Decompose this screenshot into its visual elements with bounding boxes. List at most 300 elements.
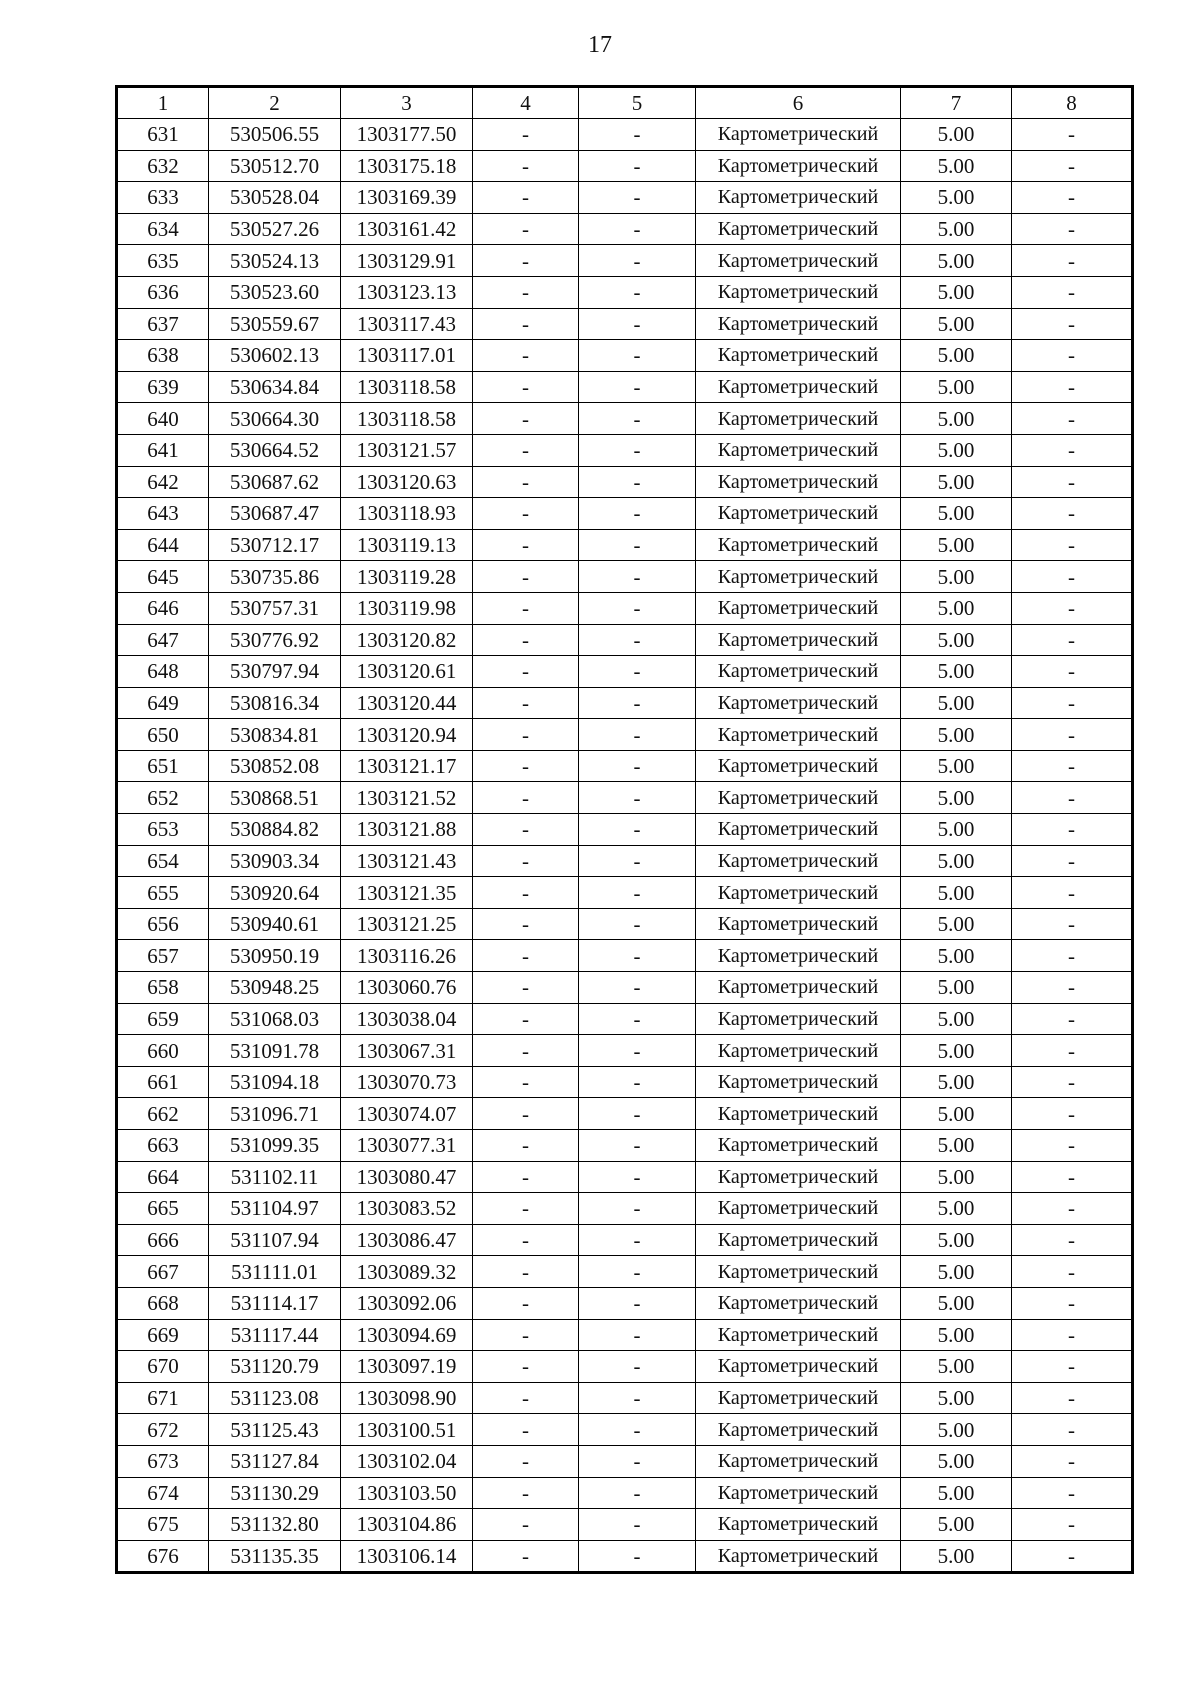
y-coordinate-cell: 1303121.35 [341, 877, 473, 909]
col8-cell: - [1012, 466, 1133, 498]
table-row [117, 498, 1133, 530]
point-number-cell: 643 [117, 498, 209, 530]
col4-cell: - [473, 1256, 579, 1288]
table-row [117, 1414, 1133, 1446]
col4-cell: - [473, 561, 579, 593]
col8-cell: - [1012, 1414, 1133, 1446]
method-cell: Картометрический [696, 119, 901, 151]
x-coordinate-cell: 531096.71 [209, 1098, 341, 1130]
col8-cell: - [1012, 434, 1133, 466]
point-number-cell: 648 [117, 656, 209, 688]
col5-cell: - [579, 782, 696, 814]
accuracy-cell: 5.00 [901, 1287, 1012, 1319]
col5-cell: - [579, 119, 696, 151]
y-coordinate-cell: 1303098.90 [341, 1382, 473, 1414]
col5-cell: - [579, 561, 696, 593]
y-coordinate-cell: 1303161.42 [341, 213, 473, 245]
y-coordinate-cell: 1303120.44 [341, 687, 473, 719]
col4-cell: - [473, 340, 579, 372]
point-number-cell: 645 [117, 561, 209, 593]
col5-cell: - [579, 1540, 696, 1573]
method-cell: Картометрический [696, 719, 901, 751]
point-number-cell: 664 [117, 1161, 209, 1193]
accuracy-cell: 5.00 [901, 1445, 1012, 1477]
table-row [117, 1477, 1133, 1509]
col4-cell: - [473, 466, 579, 498]
y-coordinate-cell: 1303121.43 [341, 845, 473, 877]
table-row [117, 1098, 1133, 1130]
y-coordinate-cell: 1303083.52 [341, 1193, 473, 1225]
col5-cell: - [579, 719, 696, 751]
col4-cell: - [473, 1003, 579, 1035]
x-coordinate-cell: 531111.01 [209, 1256, 341, 1288]
col4-cell: - [473, 371, 579, 403]
x-coordinate-cell: 531099.35 [209, 1130, 341, 1162]
col4-cell: - [473, 403, 579, 435]
y-coordinate-cell: 1303118.58 [341, 403, 473, 435]
method-cell: Картометрический [696, 1066, 901, 1098]
point-number-cell: 660 [117, 1035, 209, 1067]
col8-cell: - [1012, 592, 1133, 624]
col4-cell: - [473, 1098, 579, 1130]
point-number-cell: 672 [117, 1414, 209, 1446]
y-coordinate-cell: 1303169.39 [341, 182, 473, 214]
x-coordinate-cell: 531104.97 [209, 1193, 341, 1225]
y-coordinate-cell: 1303104.86 [341, 1509, 473, 1541]
col8-cell: - [1012, 1035, 1133, 1067]
y-coordinate-cell: 1303117.43 [341, 308, 473, 340]
point-number-cell: 656 [117, 908, 209, 940]
col5-cell: - [579, 1256, 696, 1288]
method-cell: Картометрический [696, 972, 901, 1004]
accuracy-cell: 5.00 [901, 1130, 1012, 1162]
x-coordinate-cell: 531120.79 [209, 1351, 341, 1383]
col8-cell: - [1012, 1477, 1133, 1509]
y-coordinate-cell: 1303106.14 [341, 1540, 473, 1573]
method-cell: Картометрический [696, 1351, 901, 1383]
col8-cell: - [1012, 940, 1133, 972]
col4-cell: - [473, 1509, 579, 1541]
method-cell: Картометрический [696, 845, 901, 877]
table-row [117, 814, 1133, 846]
col8-cell: - [1012, 1540, 1133, 1573]
col5-cell: - [579, 1382, 696, 1414]
col5-cell: - [579, 1414, 696, 1446]
x-coordinate-cell: 531107.94 [209, 1224, 341, 1256]
coordinates-table [115, 85, 1134, 1574]
table-row [117, 1319, 1133, 1351]
table-row [117, 656, 1133, 688]
point-number-cell: 667 [117, 1256, 209, 1288]
table-row [117, 1130, 1133, 1162]
col4-cell: - [473, 687, 579, 719]
y-coordinate-cell: 1303121.52 [341, 782, 473, 814]
method-cell: Картометрический [696, 1193, 901, 1225]
col8-cell: - [1012, 1351, 1133, 1383]
method-cell: Картометрический [696, 1130, 901, 1162]
y-coordinate-cell: 1303086.47 [341, 1224, 473, 1256]
x-coordinate-cell: 530634.84 [209, 371, 341, 403]
col5-cell: - [579, 1161, 696, 1193]
accuracy-cell: 5.00 [901, 592, 1012, 624]
col5-cell: - [579, 750, 696, 782]
point-number-cell: 647 [117, 624, 209, 656]
y-coordinate-cell: 1303120.61 [341, 656, 473, 688]
col4-cell: - [473, 1066, 579, 1098]
col4-cell: - [473, 1414, 579, 1446]
x-coordinate-cell: 531125.43 [209, 1414, 341, 1446]
x-coordinate-cell: 530834.81 [209, 719, 341, 751]
point-number-cell: 652 [117, 782, 209, 814]
column-header: 6 [696, 87, 901, 119]
accuracy-cell: 5.00 [901, 1224, 1012, 1256]
column-header: 3 [341, 87, 473, 119]
point-number-cell: 653 [117, 814, 209, 846]
table-row [117, 972, 1133, 1004]
col8-cell: - [1012, 624, 1133, 656]
col4-cell: - [473, 1540, 579, 1573]
point-number-cell: 674 [117, 1477, 209, 1509]
method-cell: Картометрический [696, 308, 901, 340]
x-coordinate-cell: 531094.18 [209, 1066, 341, 1098]
point-number-cell: 659 [117, 1003, 209, 1035]
table-row [117, 245, 1133, 277]
col8-cell: - [1012, 1319, 1133, 1351]
x-coordinate-cell: 530712.17 [209, 529, 341, 561]
col4-cell: - [473, 1445, 579, 1477]
table-row [117, 1161, 1133, 1193]
col8-cell: - [1012, 213, 1133, 245]
accuracy-cell: 5.00 [901, 719, 1012, 751]
col8-cell: - [1012, 340, 1133, 372]
point-number-cell: 670 [117, 1351, 209, 1383]
accuracy-cell: 5.00 [901, 498, 1012, 530]
col4-cell: - [473, 119, 579, 151]
y-coordinate-cell: 1303119.28 [341, 561, 473, 593]
method-cell: Картометрический [696, 434, 901, 466]
col8-cell: - [1012, 1256, 1133, 1288]
x-coordinate-cell: 530920.64 [209, 877, 341, 909]
col5-cell: - [579, 972, 696, 1004]
col4-cell: - [473, 150, 579, 182]
method-cell: Картометрический [696, 1224, 901, 1256]
table-header-row [117, 87, 1133, 119]
y-coordinate-cell: 1303067.31 [341, 1035, 473, 1067]
x-coordinate-cell: 530506.55 [209, 119, 341, 151]
accuracy-cell: 5.00 [901, 750, 1012, 782]
col8-cell: - [1012, 245, 1133, 277]
point-number-cell: 633 [117, 182, 209, 214]
y-coordinate-cell: 1303077.31 [341, 1130, 473, 1162]
col8-cell: - [1012, 1066, 1133, 1098]
x-coordinate-cell: 530524.13 [209, 245, 341, 277]
column-header: 8 [1012, 87, 1133, 119]
table-row [117, 845, 1133, 877]
method-cell: Картометрический [696, 1035, 901, 1067]
point-number-cell: 649 [117, 687, 209, 719]
table-row [117, 719, 1133, 751]
x-coordinate-cell: 530523.60 [209, 276, 341, 308]
point-number-cell: 638 [117, 340, 209, 372]
point-number-cell: 671 [117, 1382, 209, 1414]
y-coordinate-cell: 1303120.82 [341, 624, 473, 656]
accuracy-cell: 5.00 [901, 119, 1012, 151]
point-number-cell: 639 [117, 371, 209, 403]
method-cell: Картометрический [696, 1477, 901, 1509]
method-cell: Картометрический [696, 782, 901, 814]
col8-cell: - [1012, 1445, 1133, 1477]
col4-cell: - [473, 845, 579, 877]
col8-cell: - [1012, 561, 1133, 593]
col4-cell: - [473, 782, 579, 814]
accuracy-cell: 5.00 [901, 624, 1012, 656]
col4-cell: - [473, 1477, 579, 1509]
point-number-cell: 662 [117, 1098, 209, 1130]
col8-cell: - [1012, 371, 1133, 403]
y-coordinate-cell: 1303119.13 [341, 529, 473, 561]
point-number-cell: 666 [117, 1224, 209, 1256]
accuracy-cell: 5.00 [901, 940, 1012, 972]
accuracy-cell: 5.00 [901, 908, 1012, 940]
col5-cell: - [579, 529, 696, 561]
accuracy-cell: 5.00 [901, 1256, 1012, 1288]
table-row [117, 1540, 1133, 1573]
table-row [117, 1193, 1133, 1225]
x-coordinate-cell: 530687.62 [209, 466, 341, 498]
table-row [117, 308, 1133, 340]
x-coordinate-cell: 530797.94 [209, 656, 341, 688]
point-number-cell: 669 [117, 1319, 209, 1351]
table-row [117, 119, 1133, 151]
col4-cell: - [473, 877, 579, 909]
col8-cell: - [1012, 1098, 1133, 1130]
col5-cell: - [579, 403, 696, 435]
table-row [117, 1509, 1133, 1541]
accuracy-cell: 5.00 [901, 276, 1012, 308]
method-cell: Картометрический [696, 1098, 901, 1130]
col5-cell: - [579, 1509, 696, 1541]
col5-cell: - [579, 213, 696, 245]
accuracy-cell: 5.00 [901, 529, 1012, 561]
col5-cell: - [579, 814, 696, 846]
x-coordinate-cell: 530852.08 [209, 750, 341, 782]
col5-cell: - [579, 466, 696, 498]
point-number-cell: 644 [117, 529, 209, 561]
table-row [117, 1351, 1133, 1383]
method-cell: Картометрический [696, 1509, 901, 1541]
method-cell: Картометрический [696, 1414, 901, 1446]
col5-cell: - [579, 1130, 696, 1162]
col5-cell: - [579, 687, 696, 719]
y-coordinate-cell: 1303116.26 [341, 940, 473, 972]
y-coordinate-cell: 1303070.73 [341, 1066, 473, 1098]
accuracy-cell: 5.00 [901, 1319, 1012, 1351]
table-body [117, 87, 1133, 1573]
accuracy-cell: 5.00 [901, 1509, 1012, 1541]
table-row [117, 403, 1133, 435]
col4-cell: - [473, 529, 579, 561]
y-coordinate-cell: 1303074.07 [341, 1098, 473, 1130]
col4-cell: - [473, 276, 579, 308]
col8-cell: - [1012, 119, 1133, 151]
y-coordinate-cell: 1303175.18 [341, 150, 473, 182]
y-coordinate-cell: 1303177.50 [341, 119, 473, 151]
table-row [117, 592, 1133, 624]
x-coordinate-cell: 530602.13 [209, 340, 341, 372]
method-cell: Картометрический [696, 940, 901, 972]
col5-cell: - [579, 1193, 696, 1225]
col4-cell: - [473, 182, 579, 214]
column-header: 7 [901, 87, 1012, 119]
accuracy-cell: 5.00 [901, 845, 1012, 877]
accuracy-cell: 5.00 [901, 782, 1012, 814]
col5-cell: - [579, 276, 696, 308]
x-coordinate-cell: 531117.44 [209, 1319, 341, 1351]
point-number-cell: 657 [117, 940, 209, 972]
x-coordinate-cell: 531132.80 [209, 1509, 341, 1541]
col4-cell: - [473, 434, 579, 466]
method-cell: Картометрический [696, 1445, 901, 1477]
table-row [117, 182, 1133, 214]
y-coordinate-cell: 1303129.91 [341, 245, 473, 277]
accuracy-cell: 5.00 [901, 687, 1012, 719]
method-cell: Картометрический [696, 245, 901, 277]
col8-cell: - [1012, 814, 1133, 846]
x-coordinate-cell: 530559.67 [209, 308, 341, 340]
page-number: 17 [588, 32, 612, 58]
x-coordinate-cell: 530903.34 [209, 845, 341, 877]
method-cell: Картометрический [696, 1287, 901, 1319]
col5-cell: - [579, 1224, 696, 1256]
col8-cell: - [1012, 845, 1133, 877]
accuracy-cell: 5.00 [901, 245, 1012, 277]
method-cell: Картометрический [696, 213, 901, 245]
x-coordinate-cell: 530776.92 [209, 624, 341, 656]
col5-cell: - [579, 1066, 696, 1098]
x-coordinate-cell: 531135.35 [209, 1540, 341, 1573]
method-cell: Картометрический [696, 529, 901, 561]
accuracy-cell: 5.00 [901, 466, 1012, 498]
accuracy-cell: 5.00 [901, 1193, 1012, 1225]
table-row [117, 276, 1133, 308]
x-coordinate-cell: 530664.52 [209, 434, 341, 466]
col8-cell: - [1012, 1382, 1133, 1414]
method-cell: Картометрический [696, 1540, 901, 1573]
x-coordinate-cell: 530884.82 [209, 814, 341, 846]
y-coordinate-cell: 1303120.94 [341, 719, 473, 751]
col5-cell: - [579, 656, 696, 688]
col5-cell: - [579, 245, 696, 277]
column-header: 1 [117, 87, 209, 119]
table-row [117, 908, 1133, 940]
accuracy-cell: 5.00 [901, 1035, 1012, 1067]
x-coordinate-cell: 530948.25 [209, 972, 341, 1004]
col8-cell: - [1012, 656, 1133, 688]
column-header: 5 [579, 87, 696, 119]
x-coordinate-cell: 530940.61 [209, 908, 341, 940]
y-coordinate-cell: 1303120.63 [341, 466, 473, 498]
col4-cell: - [473, 1287, 579, 1319]
col8-cell: - [1012, 719, 1133, 751]
col5-cell: - [579, 1003, 696, 1035]
x-coordinate-cell: 531102.11 [209, 1161, 341, 1193]
col4-cell: - [473, 940, 579, 972]
col4-cell: - [473, 1130, 579, 1162]
table-row [117, 213, 1133, 245]
col8-cell: - [1012, 529, 1133, 561]
col4-cell: - [473, 1382, 579, 1414]
x-coordinate-cell: 531130.29 [209, 1477, 341, 1509]
accuracy-cell: 5.00 [901, 213, 1012, 245]
col5-cell: - [579, 624, 696, 656]
method-cell: Картометрический [696, 150, 901, 182]
col5-cell: - [579, 150, 696, 182]
col5-cell: - [579, 498, 696, 530]
accuracy-cell: 5.00 [901, 403, 1012, 435]
col8-cell: - [1012, 877, 1133, 909]
point-number-cell: 635 [117, 245, 209, 277]
x-coordinate-cell: 531127.84 [209, 1445, 341, 1477]
table-row [117, 782, 1133, 814]
col5-cell: - [579, 434, 696, 466]
table-row [117, 466, 1133, 498]
method-cell: Картометрический [696, 908, 901, 940]
method-cell: Картометрический [696, 750, 901, 782]
col8-cell: - [1012, 403, 1133, 435]
col4-cell: - [473, 750, 579, 782]
y-coordinate-cell: 1303102.04 [341, 1445, 473, 1477]
method-cell: Картометрический [696, 624, 901, 656]
accuracy-cell: 5.00 [901, 972, 1012, 1004]
method-cell: Картометрический [696, 340, 901, 372]
col8-cell: - [1012, 1193, 1133, 1225]
col4-cell: - [473, 624, 579, 656]
col8-cell: - [1012, 687, 1133, 719]
accuracy-cell: 5.00 [901, 434, 1012, 466]
table-row [117, 340, 1133, 372]
point-number-cell: 640 [117, 403, 209, 435]
point-number-cell: 646 [117, 592, 209, 624]
accuracy-cell: 5.00 [901, 371, 1012, 403]
col5-cell: - [579, 1445, 696, 1477]
y-coordinate-cell: 1303123.13 [341, 276, 473, 308]
col4-cell: - [473, 213, 579, 245]
accuracy-cell: 5.00 [901, 1414, 1012, 1446]
col8-cell: - [1012, 276, 1133, 308]
col4-cell: - [473, 972, 579, 1004]
col4-cell: - [473, 498, 579, 530]
point-number-cell: 631 [117, 119, 209, 151]
method-cell: Картометрический [696, 1382, 901, 1414]
y-coordinate-cell: 1303103.50 [341, 1477, 473, 1509]
col5-cell: - [579, 1287, 696, 1319]
accuracy-cell: 5.00 [901, 1540, 1012, 1573]
point-number-cell: 673 [117, 1445, 209, 1477]
table-row [117, 561, 1133, 593]
col8-cell: - [1012, 1130, 1133, 1162]
y-coordinate-cell: 1303089.32 [341, 1256, 473, 1288]
y-coordinate-cell: 1303060.76 [341, 972, 473, 1004]
table-row [117, 940, 1133, 972]
table-row [117, 434, 1133, 466]
accuracy-cell: 5.00 [901, 308, 1012, 340]
y-coordinate-cell: 1303117.01 [341, 340, 473, 372]
table-row [117, 1445, 1133, 1477]
x-coordinate-cell: 530868.51 [209, 782, 341, 814]
col5-cell: - [579, 1351, 696, 1383]
method-cell: Картометрический [696, 1256, 901, 1288]
x-coordinate-cell: 530512.70 [209, 150, 341, 182]
